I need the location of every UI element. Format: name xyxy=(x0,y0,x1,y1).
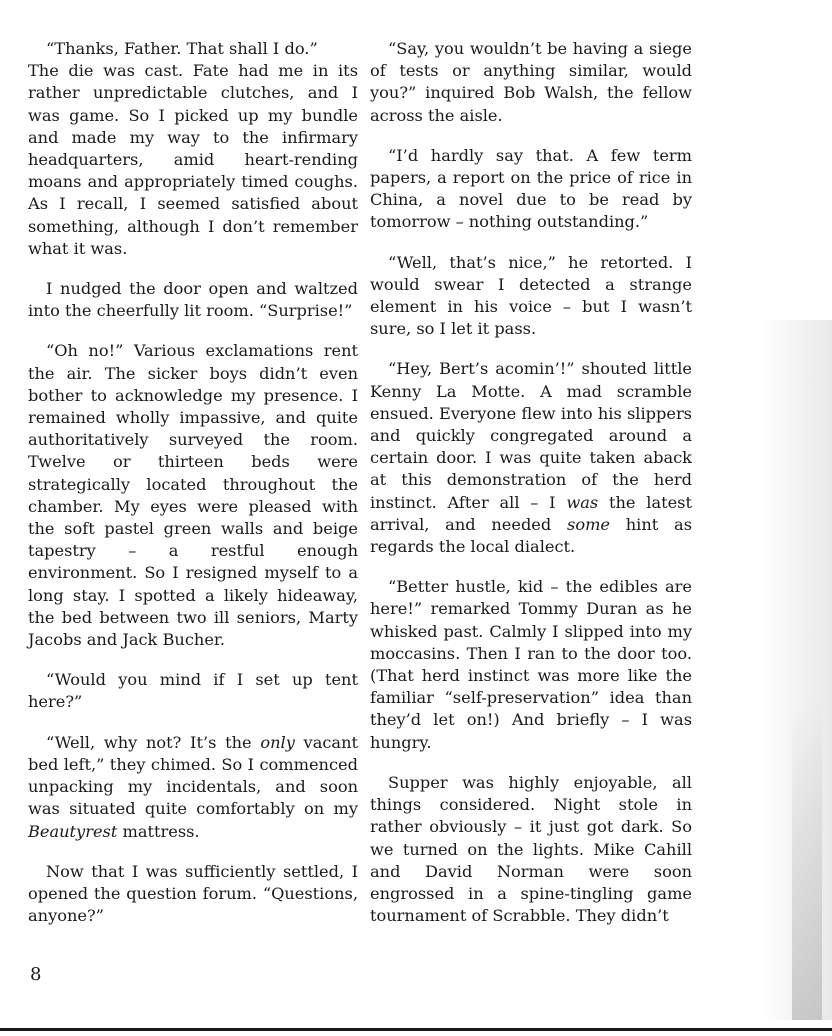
left-column xyxy=(28,38,358,945)
paragraph-8: “Say, you wouldn’t be having a siege of tests or anything similar, would you?” inquired Bob Walsh, the fellow across the aisle. xyxy=(370,39,692,125)
paragraph-6: “Well, why not? It’s the only vacant bed left,” they chimed. So I commenced unpacking my incidentals, and soon was situated quite comfortably on my Beautyrest mattress. xyxy=(28,732,359,841)
paragraph-13: Supper was highly enjoyable, all things considered. Night stole in rather obviously – it just got dark. So we turned on the lights. Mike Cahill and David Norman were soon engrossed in a spine-tingling game tournament of Scrabble. They didn’t xyxy=(370,772,692,926)
paragraph-11: “Hey, Bert’s acomin’!” shouted little Kenny La Motte. A mad scramble ensued. Everyone flew into his slippers and quickly congregated around a certain door. I was quite taken aback at this demonstration of the herd instinct. After all – I was the latest arrival, and needed some hint as regards the local dialect. xyxy=(370,359,692,557)
paragraph-9: “I’d hardly say that. A few term papers, a report on the price of rice in China, a novel due to be read by tomorrow – nothing outstanding.” xyxy=(370,145,692,232)
paragraph-10: “Well, that’s nice,” he retorted. I would swear I detected a strange element in his voice – but I wasn’t sure, so I let it pass. xyxy=(370,252,692,339)
paragraph-5: “Would you mind if I set up tent here?” xyxy=(28,670,358,712)
paragraph-3: I nudged the door open and waltzed into the cheerfully lit room. “Surprise!” xyxy=(28,279,358,321)
paragraph-1: “Thanks, Father. That shall I do.” xyxy=(46,39,318,58)
paragraph-2: The die was cast. Fate had me in its rather unpredictable clutches, and I was game. So I picked up my bundle and made my way to the infirmary headquarters, amid heart-rending moans and appropriately timed coughs. As I recall, I seemed satisfied about something, although I don’t remember what it was. xyxy=(28,61,358,258)
page-number: 8 xyxy=(30,964,42,985)
page-edge-shadow-lower xyxy=(792,700,822,1020)
paragraph-12: “Better hustle, kid – the edibles are here!” remarked Tommy Duran as he whisked past. Calmly I slipped into my moccasins. Then I ran to the door too. (That herd instinct was more like the familiar “self-preservation” idea than they’d let on!) And briefly – I was hungry. xyxy=(370,577,692,752)
paragraph-7: Now that I was sufficiently settled, I opened the question forum. “Questions, anyone?” xyxy=(28,861,358,926)
right-column xyxy=(370,38,692,945)
bottom-rule xyxy=(0,1028,832,1031)
paragraph-4: “Oh no!” Various exclamations rent the air. The sicker boys didn’t even bother to acknowledge my presence. I remained wholly impassive, and quite authoritatively surveyed the room. Twelve or thirteen beds were strategically located throughout the chamber. My eyes were pleased with the soft pastel green walls and beige tapestry – a restful enough environment. So I resigned myself to a long stay. I spotted a likely hideaway, the bed between two ill seniors, Marty Jacobs and Jack Bucher. xyxy=(28,341,358,650)
